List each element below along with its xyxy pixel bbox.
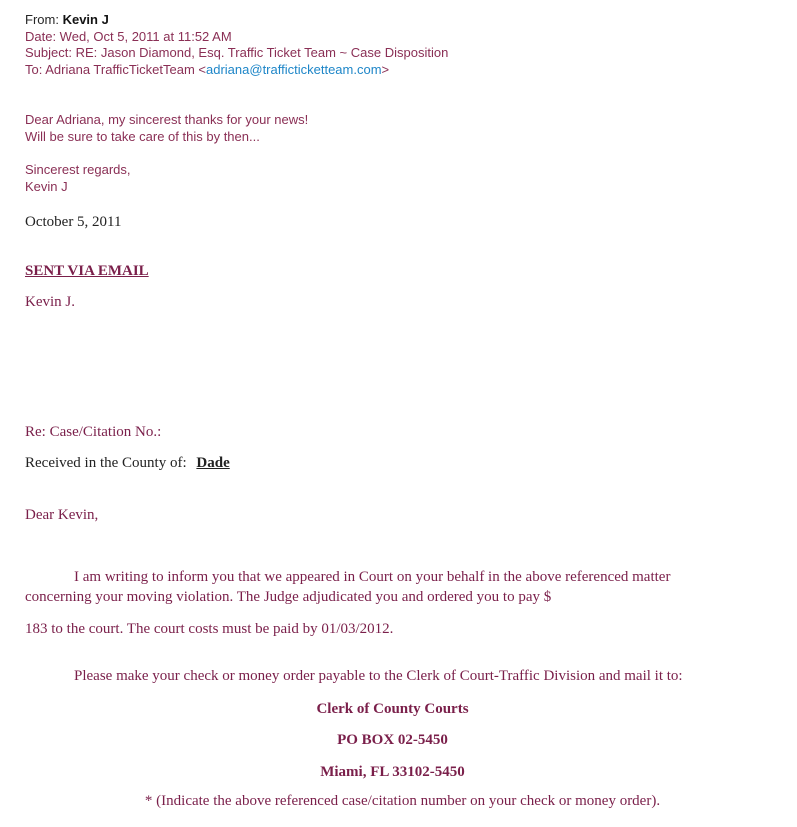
address-name: Clerk of County Courts [316, 701, 469, 717]
email-body-line-1: Dear Adriana, my sincerest thanks for your news! [25, 112, 309, 127]
email-to-prefix: To: Adriana TrafficTicketTeam < [25, 61, 206, 77]
sent-via-email-heading: SENT VIA EMAIL [25, 263, 149, 279]
email-from-line [25, 12, 448, 29]
letter-date: October 5, 2011 [25, 214, 122, 230]
email-reply [25, 12, 448, 195]
address-city: Miami, FL 33102-5450 [320, 764, 465, 780]
address-po-box: PO BOX 02-5450 [337, 732, 448, 748]
county-value: Dade [196, 455, 230, 471]
email-signature: Kevin J [25, 178, 68, 194]
case-citation-label: Re: Case/Citation No.: [25, 424, 162, 440]
email-to-address-link[interactable]: adriana@trafficticketteam.com [206, 61, 382, 77]
email-body-line-2: Will be sure to take care of this by then... [25, 128, 260, 144]
payment-instruction: Please make your check or money order payable to the Clerk of Court-Traffic Division and mail it to: [74, 668, 683, 684]
email-date: Date: Wed, Oct 5, 2011 at 11:52 AM [25, 28, 232, 44]
email-from-label: From: [25, 12, 59, 27]
email-to-line [25, 62, 448, 79]
email-subject: Subject: RE: Jason Diamond, Esq. Traffic Ticket Team ~ Case Disposition [25, 45, 449, 60]
email-spacer [25, 78, 448, 112]
paragraph-line-3: 183 to the court. The court costs must be paid by 01/03/2012. [25, 621, 394, 637]
email-from-name: Kevin J [62, 12, 109, 27]
letter-recipient: Kevin J. [25, 294, 75, 310]
email-spacer-2 [25, 145, 448, 162]
county-label: Received in the County of: [25, 455, 187, 471]
payment-note: * (Indicate the above referenced case/citation number on your check or money order). [144, 793, 661, 809]
county-line [25, 455, 230, 472]
email-closing: Sincerest regards, [25, 162, 131, 177]
paragraph-line-2: concerning your moving violation. The Judge adjudicated you and ordered you to pay $ [25, 589, 552, 605]
letter-salutation: Dear Kevin, [25, 507, 99, 523]
paragraph-line-1: I am writing to inform you that we appeared in Court on your behalf in the above referenced matter [74, 569, 671, 585]
email-to-suffix: > [381, 61, 390, 77]
